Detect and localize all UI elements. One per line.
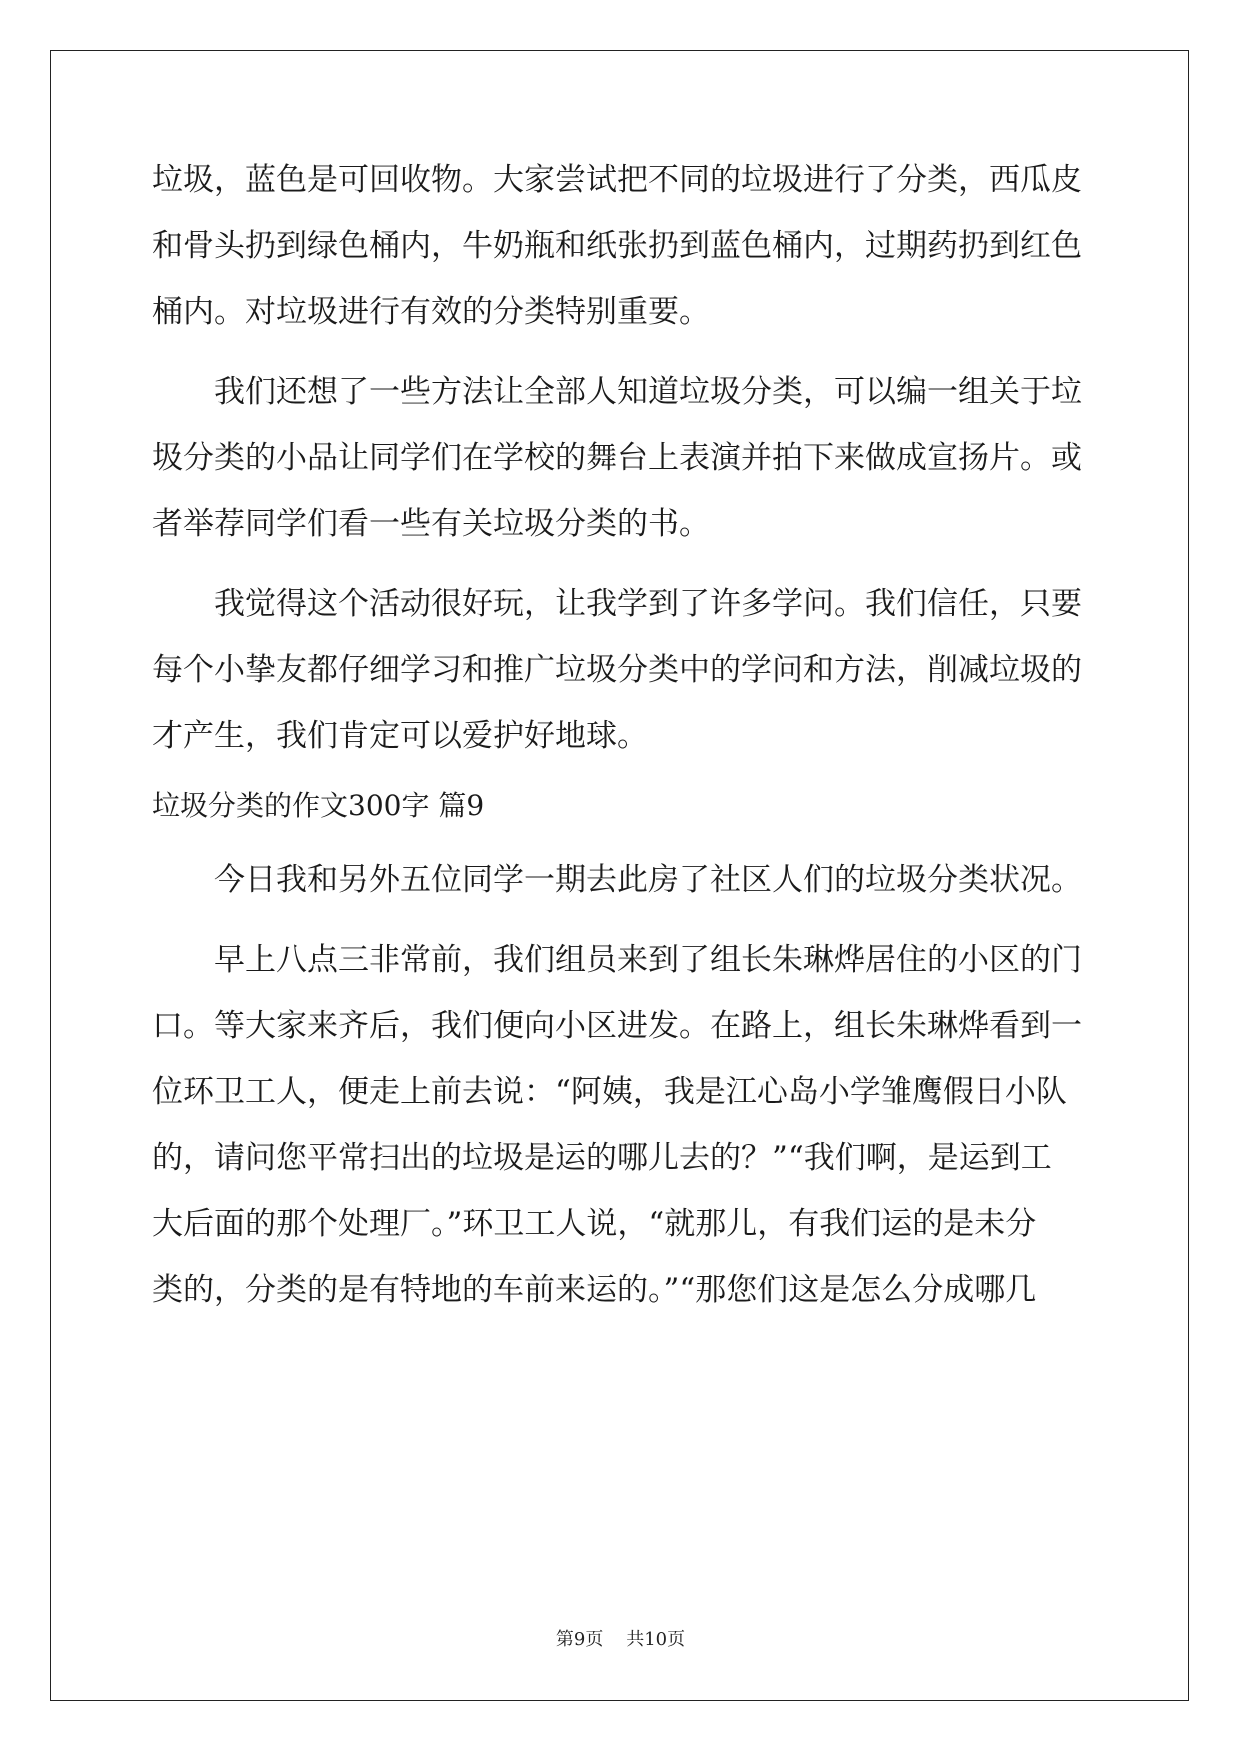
text-line: 桶内。对垃圾进行有效的分类特别重要。 [152,294,710,330]
page-number-footer: 第9页 共10页 [555,1629,686,1650]
section-heading: 垃圾分类的作文300字 篇9 [152,789,485,822]
text-line: 圾分类的小品让同学们在学校的舞台上表演并拍下来做成宣扬片。或 [152,440,1082,476]
text-line: 早上八点三非常前，我们组员来到了组长朱琳烨居住的小区的门 [214,942,1082,978]
text-line: 每个小挚友都仔细学习和推广垃圾分类中的学问和方法，削减垃圾的 [152,652,1082,688]
text-line: 大后面的那个处理厂。”环卫工人说，“就那儿，有我们运的是未分 [152,1206,1037,1242]
text-line: 才产生，我们肯定可以爱护好地球。 [152,718,648,754]
text-line: 垃圾，蓝色是可回收物。大家尝试把不同的垃圾进行了分类，西瓜皮 [152,162,1082,198]
text-line: 口。等大家来齐后，我们便向小区进发。在路上，组长朱琳烨看到一 [152,1008,1082,1044]
text-line: 的，请问您平常扫出的垃圾是运的哪儿去的？”“我们啊，是运到工 [152,1140,1052,1176]
text-line: 者举荐同学们看一些有关垃圾分类的书。 [152,506,710,542]
text-line: 和骨头扔到绿色桶内，牛奶瓶和纸张扔到蓝色桶内，过期药扔到红色 [152,228,1082,264]
text-line: 类的，分类的是有特地的车前来运的。”“那您们这是怎么分成哪几 [152,1272,1037,1308]
text-line: 我们还想了一些方法让全部人知道垃圾分类，可以编一组关于垃 [214,374,1082,410]
text-line: 位环卫工人，便走上前去说：“阿姨，我是江心岛小学雏鹰假日小队 [152,1074,1067,1110]
text-line: 我觉得这个活动很好玩，让我学到了许多学问。我们信任，只要 [214,586,1082,622]
text-line: 今日我和另外五位同学一期去此房了社区人们的垃圾分类状况。 [214,862,1082,898]
